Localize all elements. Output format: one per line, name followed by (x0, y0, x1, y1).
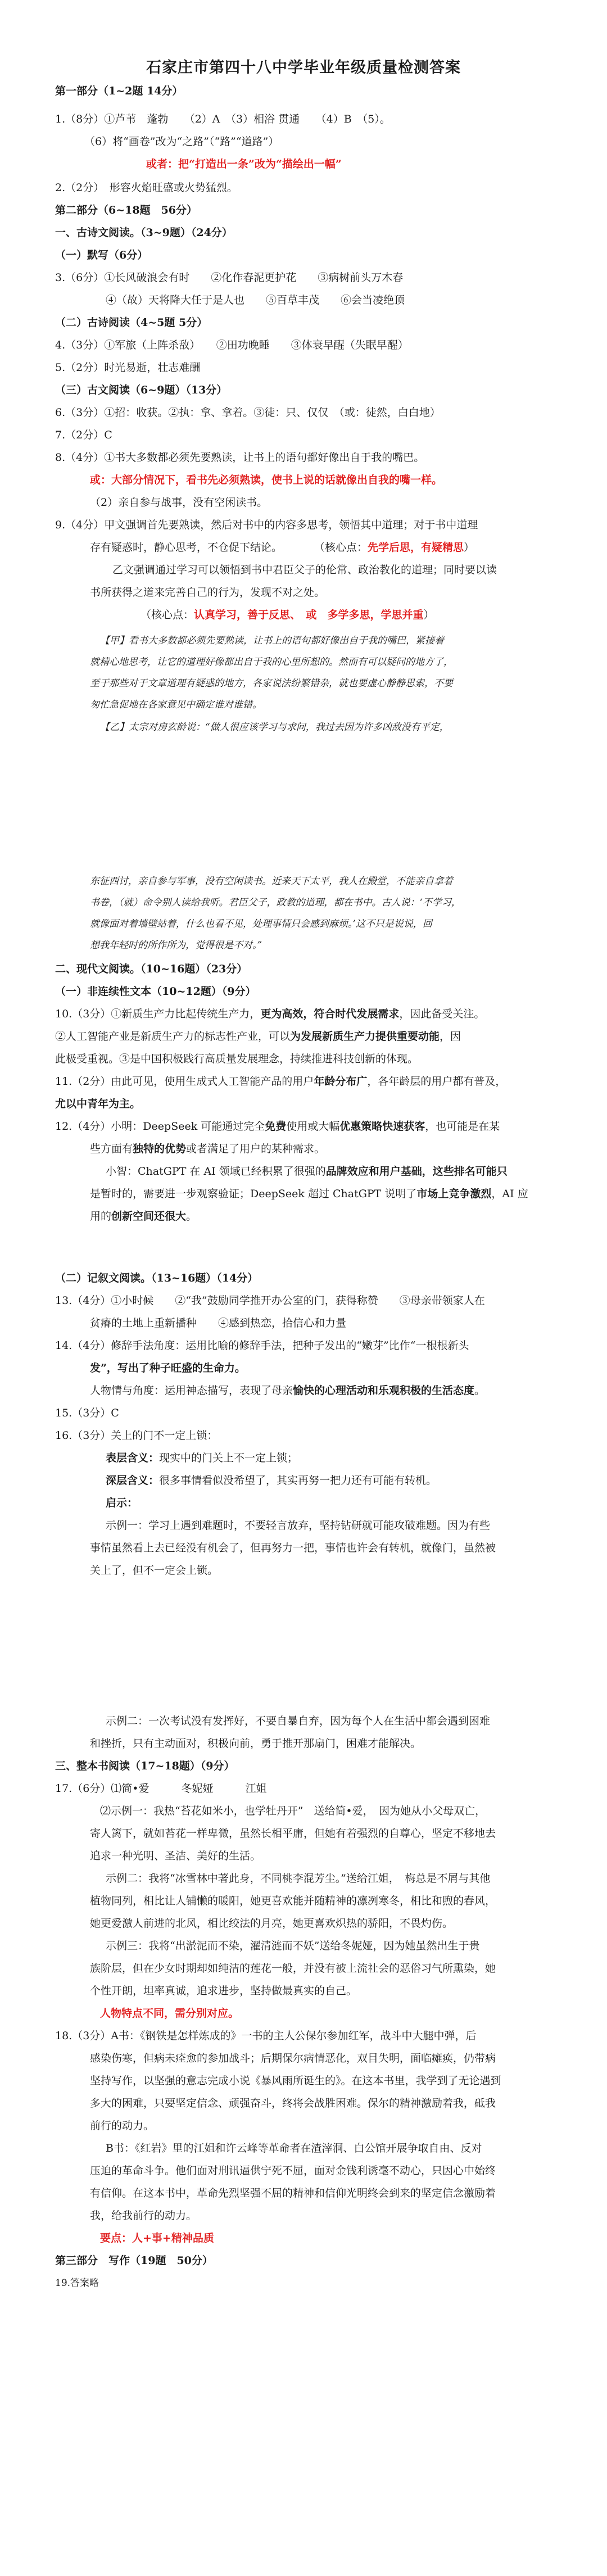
q14-line3-text: 人物情与角度：运用神态描写，表现了母亲 (90, 1384, 293, 1397)
q12-line5-end: 。 (186, 1210, 197, 1223)
subsection-classical: （三）古文阅读（6~9题）（13分） (55, 384, 228, 396)
section1-heading: 一、古诗文阅读。（3~9题）（24分） (55, 227, 233, 239)
q16-line5: 示例一：学习上遇到难题时，不要轻言放弃，坚持钻研就可能攻破难题。因为有些 (106, 1519, 491, 1532)
q18-line2: 感染伤寒，但病未痊愈的参加战斗；后期保尔病情恶化，双目失明，面临瘫痪，仍带病 (90, 2052, 496, 2065)
q12-line1-text: 12.（4分）小明：DeepSeek 可能通过完全 (55, 1120, 265, 1133)
q18-line9: 我，给我前行的动力。 (90, 2210, 197, 2222)
q17-line3: 寄人篱下，就如苔花一样卑微，虽然长相平庸，但她有着强烈的自尊心，坚定不移地去 (90, 1827, 496, 1840)
q3-line2: ④（故）天将降大任于是人也 ⑤百草丰茂 ⑥会当凌绝顶 (106, 294, 405, 306)
subsection-narrative: （二）记叙文阅读。（13~16题）（14分） (55, 1272, 259, 1284)
q16-line7: 关上了，但不一定会上锁。 (90, 1564, 219, 1577)
q1-note: 或者：把“打造出一条”改为“描绘出一幅” (146, 158, 342, 170)
q9-keypoint1: 先学后思，有疑精思 (368, 541, 464, 554)
q18-note: 要点：人+事+精神品质 (100, 2232, 214, 2244)
q18-line3: 坚持写作，以坚强的意志完成小说《暴风雨所诞生的》。在这本书里，我学到了无论遇到 (90, 2075, 501, 2087)
q18-line8: 有信仰。在这本书中，革命先烈坚强不屈的精神和信仰光明终会到来的坚定信念激励着 (90, 2187, 496, 2199)
q8-line1: 8.（4分）①书大多数都必须先要熟读，让书上的语句都好像出自于我的嘴巴。 (55, 451, 425, 464)
q17-line4: 追求一种光明、圣洁、美好的生活。 (90, 1850, 261, 1862)
q17-note: 人物特点不同，需分别对应。 (100, 2007, 239, 2020)
q16-line1: 16.（3分）关上的门不一定上锁： (55, 1429, 218, 1442)
q16-deep-label: 深层含义： (106, 1474, 160, 1487)
q12-line5 (90, 1210, 197, 1223)
q17-line10: 个性开朗，坦率真诚，追求进步，坚持做最真实的自己。 (90, 1985, 357, 1997)
q9-keypoint2: 认真学习，善于反思、 或 多学多思，学思并重 (194, 609, 424, 621)
q17-line9: 族阶层，但在少女时期却如纯洁的莲花一般，并没有被上流社会的恶俗习气所熏染，她 (90, 1962, 496, 1975)
q17-line2: ⑵示例一：我热“苔花如米小，也学牡丹开” 送给简•爱， 因为她从小父母双亡， (100, 1805, 486, 1817)
subsection-poem: （二）古诗阅读（4~5题 5分） (55, 316, 208, 329)
q10-line2-text: ②人工智能产业是新质生产力的标志性产业，可以 (55, 1030, 291, 1043)
q10-line3: 此极受重视。③是中国积极践行高质量发展理念，持续推进科技创新的体现。 (55, 1053, 419, 1065)
q9-line5 (141, 608, 434, 622)
q11-line1-bold: 年龄分布广 (314, 1075, 368, 1088)
q12-line3 (106, 1165, 508, 1178)
q11-line1 (55, 1075, 506, 1088)
q10-line2 (55, 1030, 461, 1043)
q1-line1: 1.（8分）①芦苇 蓬勃 （2）A （3）相浴 贯通 （4）B （5）。 (55, 113, 391, 125)
q5-answer: 5.（2分）时光易逝，壮志难酬 (55, 361, 201, 374)
translation-yi-3: 书卷，（就）命令别人读给我听。君臣父子，政教的道理，都在书中。古人说：‘不学习， (90, 897, 461, 908)
translation-jia-3: 至于那些对于文章道理有疑惑的地方，各家说法纷繁错杂，就也要虚心静静思索，不要 (90, 678, 453, 689)
q9-line3: 乙文强调通过学习可以领悟到书中君臣父子的伦常、政治教化的道理；同时要以读 (112, 564, 497, 576)
q18-line4: 多大的困难，只要坚定信念、顽强奋斗，终将会战胜困难。保尔的精神激励着我，砥我 (90, 2097, 496, 2109)
q12-line1-end: ，也可能是在某 (425, 1120, 500, 1133)
translation-jia-2: 就精心地思考，让它的道理好像都出自于我的心里所想的。然而有可以疑问的地方了， (90, 657, 453, 668)
q12-line1-mid: 使用或大幅 (286, 1120, 340, 1133)
q12-line4-text: 是暂时的，需要进一步观察验证；DeepSeek 超过 ChatGPT 说明了 (90, 1188, 417, 1200)
translation-yi-5: 想我年轻时的所作所为，觉得很是不对。” (90, 940, 262, 951)
q7-answer: 7.（2分）C (55, 429, 112, 441)
q10-line1-text: 10.（3分）①新质生产力比起传统生产力， (55, 1008, 261, 1020)
q10-line1-bold: 更为高效，符合时代发展需求 (260, 1008, 400, 1020)
q3-line1: 3.（6分）①长风破浪会有时 ②化作春泥更护花 ③病树前头万木春 (55, 271, 404, 284)
q13-line2: 贫瘠的土地上重新播种 ④感到热恋，拾信心和力量 (90, 1317, 347, 1329)
subsection-dictation: （一）默写（6分） (55, 249, 148, 261)
q9-line2 (90, 541, 474, 554)
q12-line2-text: 些方面有 (90, 1143, 133, 1155)
q18-line6: B书：《红岩》里的江姐和许云峰等革命者在渣滓洞、白公馆开展争取自由、反对 (106, 2142, 482, 2154)
translation-jia-4: 匆忙急促地在各家意见中确定谁对谁错。 (90, 699, 262, 710)
q12-line3-end: ，这些排名可能只 (422, 1165, 508, 1178)
q12-line2-bold: 独特的优势 (133, 1143, 187, 1155)
q12-line1 (55, 1120, 500, 1133)
q12-line4 (90, 1187, 528, 1201)
q14-line3 (90, 1384, 485, 1397)
q14-line1: 14.（4分）修辞手法角度：运用比喻的修辞手法，把种子发出的“嫩芽”比作“一根根新头 (55, 1339, 469, 1352)
q17-line7: 她更爱激人前进的北风，相比绞法的月亮，她更喜欢炽热的骄阳，不畏灼伤。 (90, 1917, 454, 1930)
q8-note: 或：大部分情况下，看书先必须熟读，使书上说的话就像出自我的嘴一样。 (90, 474, 443, 486)
subsection-nonlinear-text: （一）非连续性文本（10~12题）（9分） (55, 985, 256, 998)
q4-answer: 4.（3分）①军旅（上阵杀敌） ②田功晚睡 ③体衰早醒（失眠早醒） (55, 339, 409, 351)
q9-line2-text: 存有疑惑时，静心思考，不仓促下结论。 （核心点： (90, 541, 368, 554)
q9-line4: 书所获得之道来完善自己的行为，发现不对之处。 (90, 586, 325, 599)
q12-line2-end: 或者满足了用户的某种需求。 (186, 1143, 325, 1155)
q17-line6: 植物同列，相比让人铺懒的暖阳，她更喜欢能并随精神的凛冽寒冬，相比和煦的春风， (90, 1895, 496, 1907)
q14-line3-bold: 愉快的心理活动和乐观积极的生活态度 (293, 1384, 475, 1397)
q12-line4-bold: 市场上竞争激烈 (416, 1188, 492, 1200)
q16-surface-label: 表层含义： (106, 1452, 160, 1464)
section2-heading: 二、现代文阅读。（10~16题）（23分） (55, 963, 248, 975)
q12-line3-text: 小智：ChatGPT 在 AI 领域已经积累了很强的 (106, 1165, 326, 1178)
part3-heading: 第三部分 写作（19题 50分） (55, 2254, 213, 2267)
q9-line5-end: ） (423, 609, 434, 621)
translation-yi-2: 东征西讨，亲自参与军事，没有空闲读书。近来天下太平，我人在殿堂，不能亲自拿着 (90, 876, 453, 887)
q16-deep-text: 很多事情看似没希望了，其实再努一把力还有可能有转机。 (159, 1474, 437, 1487)
q16-line3 (106, 1474, 437, 1487)
q11-line2: 尤以中青年为主。 (55, 1098, 141, 1110)
translation-yi-1: 【乙】太宗对房玄龄说：“做人很应该学习与求问，我过去因为许多凶敌没有平定， (100, 722, 449, 733)
q10-line1-end: ，因此备受关注。 (399, 1008, 485, 1020)
q10-line1 (55, 1007, 484, 1021)
q16-line9: 和挫折，只有主动面对，积极向前，勇于推开那扇门，困难才能解决。 (90, 1737, 422, 1750)
q13-line1: 13.（4分）①小时候 ②“我”鼓励同学推开办公室的门，获得称赞 ③母亲带领家人在 (55, 1294, 485, 1307)
q17-line5: 示例二：我将“冰雪林中著此身，不同桃李混芳尘。”送给江姐， 梅总是不屑与其他 (106, 1872, 491, 1885)
q11-line1-end: ，各年龄层的用户都有普及， (367, 1075, 506, 1088)
q12-line3-bold: 品牌效应和用户基础 (325, 1165, 422, 1178)
q12-line1-bold2: 优惠策略快速获客 (339, 1120, 425, 1133)
q16-inspiration-label: 启示： (106, 1497, 138, 1509)
q17-line1: 17.（6分）⑴简•爱 冬妮娅 江姐 (55, 1782, 267, 1795)
q9-line2-end: ） (464, 541, 475, 554)
q12-line5-text: 用的 (90, 1210, 112, 1223)
section3-heading: 三、整本书阅读（17~18题）（9分） (55, 1760, 235, 1772)
q2-answer: 2.（2分） 形容火焰旺盛或火势猛烈。 (55, 182, 238, 194)
q16-line2 (106, 1451, 298, 1465)
q14-line3-end: 。 (474, 1384, 486, 1397)
q14-line2: 发”，写出了种子旺盛的生命力。 (90, 1362, 246, 1374)
q17-line8: 示例三：我将“出淤泥而不染，濯清涟而不妖”送给冬妮娅，因为她虽然出生于贵 (106, 1940, 480, 1952)
q16-line8: 示例二：一次考试没有发挥好，不要自暴自弃，因为每个人在生活中都会遇到困难 (106, 1715, 491, 1727)
page-title: 石家庄市第四十八中学毕业年级质量检测答案 (146, 59, 461, 76)
q9-line5-text: （核心点： (141, 609, 194, 621)
part1-heading: 第一部分（1~2题 14分） (55, 85, 183, 97)
translation-jia-1: 【甲】看书大多数都必须先要熟读，让书上的语句都好像出自于我的嘴巴，紧接着 (100, 635, 444, 646)
q12-line1-bold1: 免费 (265, 1120, 287, 1133)
part2-heading: 第二部分（6~18题 56分） (55, 204, 198, 216)
q11-line1-text: 11.（2分）由此可见，使用生成式人工智能产品的用户 (55, 1075, 314, 1088)
q12-line2 (90, 1142, 325, 1156)
q6-answer: 6.（3分）①招：收获。②执：拿、拿着。③徒：只、仅仅 （或：徒然，白白地） (55, 406, 441, 419)
q12-line4-end: ，AI 应 (491, 1188, 528, 1200)
q18-line5: 前行的动力。 (90, 2120, 155, 2132)
q10-line2-end: ，因 (440, 1030, 461, 1043)
q18-line1: 18.（3分）A书：《钢铁是怎样炼成的》一书的主人公保尔参加红军，战斗中大腿中弹，后 (55, 2030, 477, 2042)
q1-line2: （6）将“画卷”改为“之路”（“路”“道路”） (84, 135, 279, 148)
q8-line2: （2）亲自参与战事，没有空闲读书。 (90, 496, 268, 509)
q16-line6: 事情虽然看上去已经没有机会了，但再努力一把，事情也许会有转机，就像门，虽然被 (90, 1542, 496, 1554)
q12-line5-bold: 创新空间还很大 (111, 1210, 187, 1223)
q15-answer: 15.（3分）C (55, 1407, 119, 1419)
translation-yi-4: 就像面对着墙壁站着，什么也看不见，处理事情只会感到麻烦。’这不只是说说，回 (90, 918, 432, 930)
q18-line7: 压迫的革命斗争。他们面对刑讯逼供宁死不屈，面对金钱利诱毫不动心，只因心中始终 (90, 2165, 496, 2177)
q9-line1: 9.（4分）甲文强调首先要熟读，然后对书中的内容多思考，领悟其中道理；对于书中道理 (55, 519, 478, 531)
q16-surface-text: 现实中的门关上不一定上锁； (159, 1452, 298, 1464)
q10-line2-bold: 为发展新质生产力提供重要动能 (290, 1030, 440, 1043)
q19-answer: 19.答案略 (55, 2278, 99, 2289)
